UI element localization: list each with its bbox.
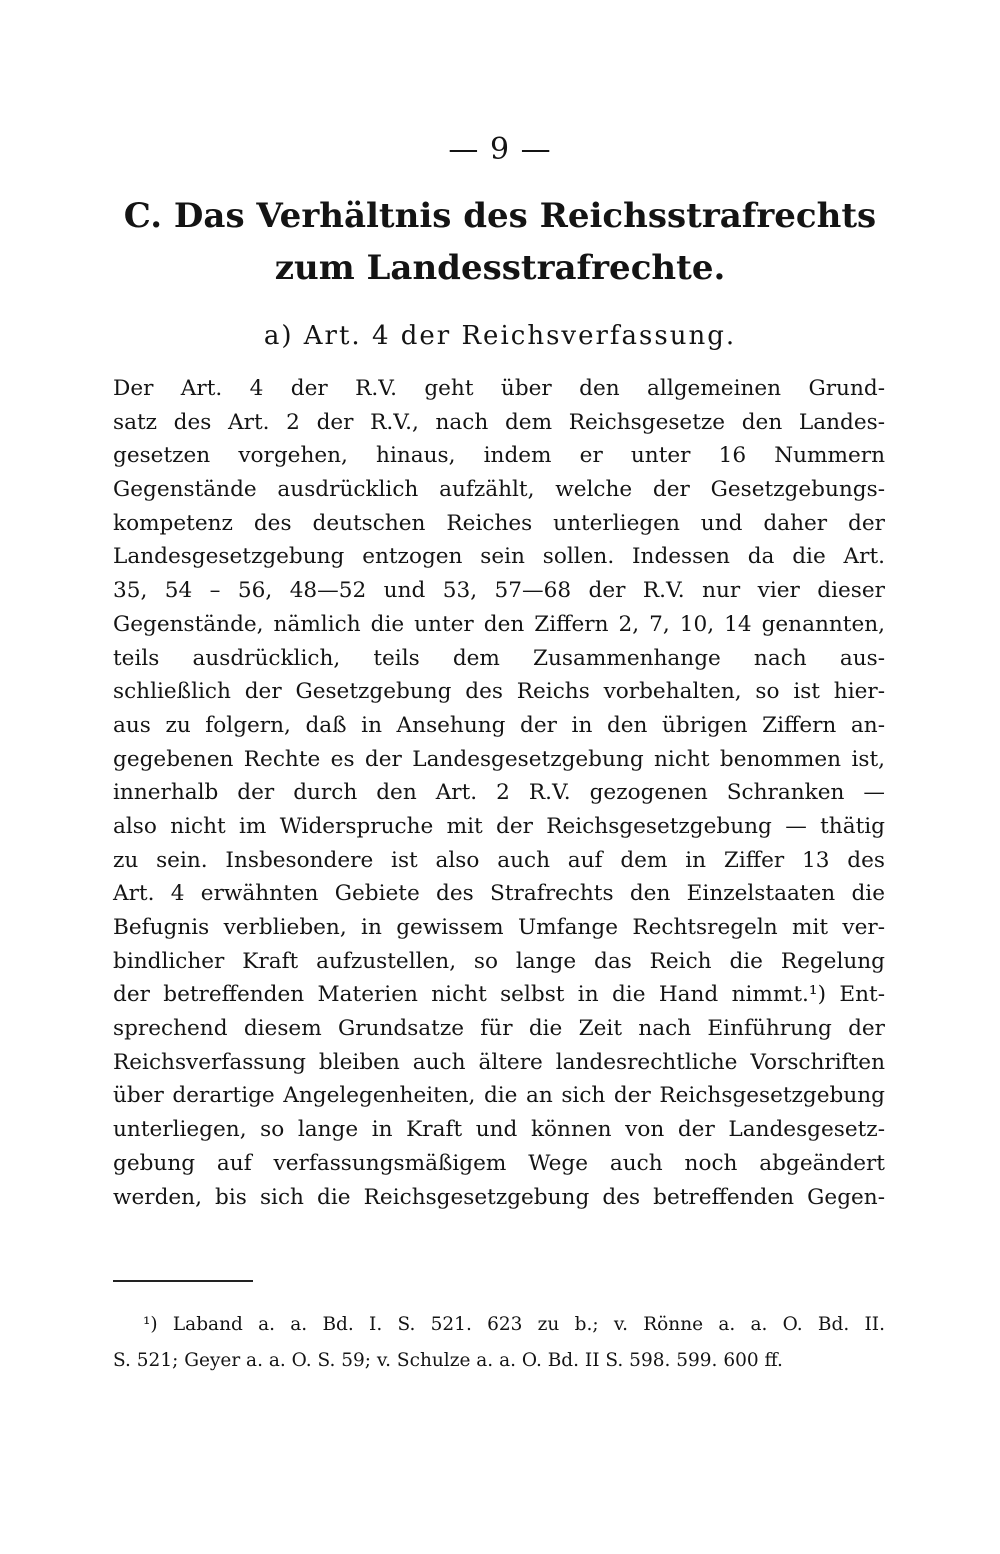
footnote-line: ¹) Laband a. a. Bd. I. S. 521. 623 zu b.; v. Rönne a. a. O. Bd. II.: [143, 1314, 885, 1335]
body-line: Der Art. 4 der R.V. geht über den allgemeinen Grund-: [113, 376, 885, 401]
footnote: [113, 1307, 885, 1379]
section-title: a) Art. 4 der Reichsverfassung.: [263, 321, 737, 351]
body-line: teils ausdrücklich, teils dem Zusammenhange nach aus-: [113, 645, 885, 671]
body-line: kompetenz des deutschen Reiches unterliegen und daher der: [113, 510, 885, 536]
page-number: — 9 —: [448, 132, 552, 167]
footnote-line: S. 521; Geyer a. a. O. S. 59; v. Schulze a. a. O. Bd. II S. 598. 599. 600 ff.: [113, 1350, 783, 1371]
body-line: sprechend diesem Grundsatze für die Zeit nach Einführung der: [113, 1016, 885, 1042]
body-line: Gegenstände, nämlich die unter den Ziffern 2, 7, 10, 14 genannten,: [113, 611, 885, 637]
body-line: Gegenstände ausdrücklich aufzählt, welche der Gesetzgebungs-: [113, 477, 885, 503]
body-line: schließlich der Gesetzgebung des Reichs vorbehalten, so ist hier-: [113, 679, 885, 705]
body-line: bindlicher Kraft aufzustellen, so lange das Reich die Regelung: [113, 948, 885, 974]
body-line: gebung auf verfassungsmäßigem Wege auch noch abgeändert: [113, 1150, 885, 1176]
body-line: innerhalb der durch den Art. 2 R.V. gezogenen Schranken —: [113, 780, 885, 806]
body-line: Reichsverfassung bleiben auch ältere landesrechtliche Vorschriften: [113, 1049, 885, 1075]
body-line: also nicht im Widerspruche mit der Reichsgesetzgebung — thätig: [113, 813, 885, 839]
chapter-title: [110, 190, 890, 294]
body-line: werden, bis sich die Reichsgesetzgebung des betreffenden Gegen-: [113, 1184, 885, 1210]
body-line: zu sein. Insbesondere ist also auch auf dem in Ziffer 13 des: [113, 847, 885, 873]
body-line: Befugnis verblieben, in gewissem Umfange Rechtsregeln mit ver-: [113, 915, 885, 940]
footnote-divider: [113, 1280, 253, 1282]
body-line: über derartige Angelegenheiten, die an sich der Reichsgesetzgebung: [113, 1083, 885, 1109]
chapter-title-line-1: C. Das Verhältnis des Reichsstrafrechts: [123, 196, 877, 236]
body-paragraph: [113, 372, 885, 1214]
body-line: Landesgesetzgebung entzogen sein sollen. Indessen da die Art.: [113, 544, 885, 570]
body-line: Art. 4 erwähnten Gebiete des Strafrechts den Einzelstaaten die: [113, 881, 885, 907]
body-line: der betreffenden Materien nicht selbst in die Hand nimmt.¹) Ent-: [113, 982, 885, 1008]
body-line: 35, 54 – 56, 48—52 und 53, 57—68 der R.V. nur vier dieser: [113, 578, 885, 604]
chapter-title-line-2: zum Landesstrafrechte.: [274, 248, 726, 288]
body-line: gesetzen vorgehen, hinaus, indem er unter 16 Nummern: [113, 443, 885, 469]
body-line: gegebenen Rechte es der Landesgesetzgebung nicht benommen ist,: [113, 746, 885, 772]
body-line: satz des Art. 2 der R.V., nach dem Reichsgesetze den Landes-: [113, 409, 885, 435]
body-line: unterliegen, so lange in Kraft und können von der Landesgesetz-: [113, 1117, 885, 1143]
body-line: aus zu folgern, daß in Ansehung der in den übrigen Ziffern an-: [113, 712, 885, 738]
